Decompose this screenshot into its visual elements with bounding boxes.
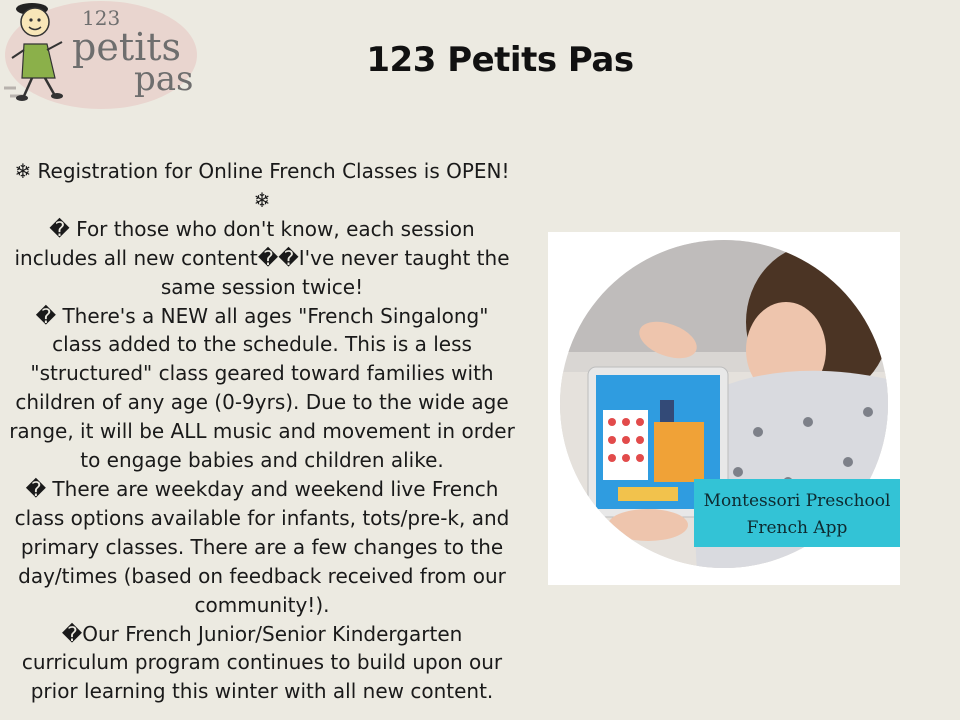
announcement-text [8, 157, 516, 706]
brand-logo[interactable] [2, 0, 198, 110]
announcement-paragraph: � For those who don't know, each session includes all new content��I've never taught the same session twice! [14, 216, 510, 299]
logo-graphic [2, 0, 198, 110]
announcement-paragraph: � There's a NEW all ages "French Singalong" class added to the schedule. This is a less "structured" class geared toward families with children of any age (0-9yrs). Due to the wide age range, it will be ALL music and movement in order to engage babies and children alike. [9, 303, 515, 473]
photo-caption-line1: Montessori Preschool [703, 491, 891, 511]
logo-text-pas: pas [134, 59, 194, 99]
page-title: 123 Petits Pas [366, 40, 634, 80]
logo-text-petits: petits [72, 25, 182, 69]
announcement-paragraph: ❄ Registration for Online French Classes is OPEN! ❄ [14, 159, 510, 212]
photo-graphic [548, 232, 900, 585]
announcement-paragraph: � There are weekday and weekend live French class options available for infants, tots/pre-k, and primary classes. There are a few changes to the day/times (based on feedback received from our community!). [14, 476, 510, 617]
logo-text-123: 123 [82, 6, 121, 30]
photo-caption-line2: French App [746, 518, 848, 538]
announcement-paragraph: �Our French Junior/Senior Kindergarten curriculum program continues to build upon our prior learning this winter with all new content. [21, 621, 503, 704]
montessori-app-photo [548, 232, 900, 585]
